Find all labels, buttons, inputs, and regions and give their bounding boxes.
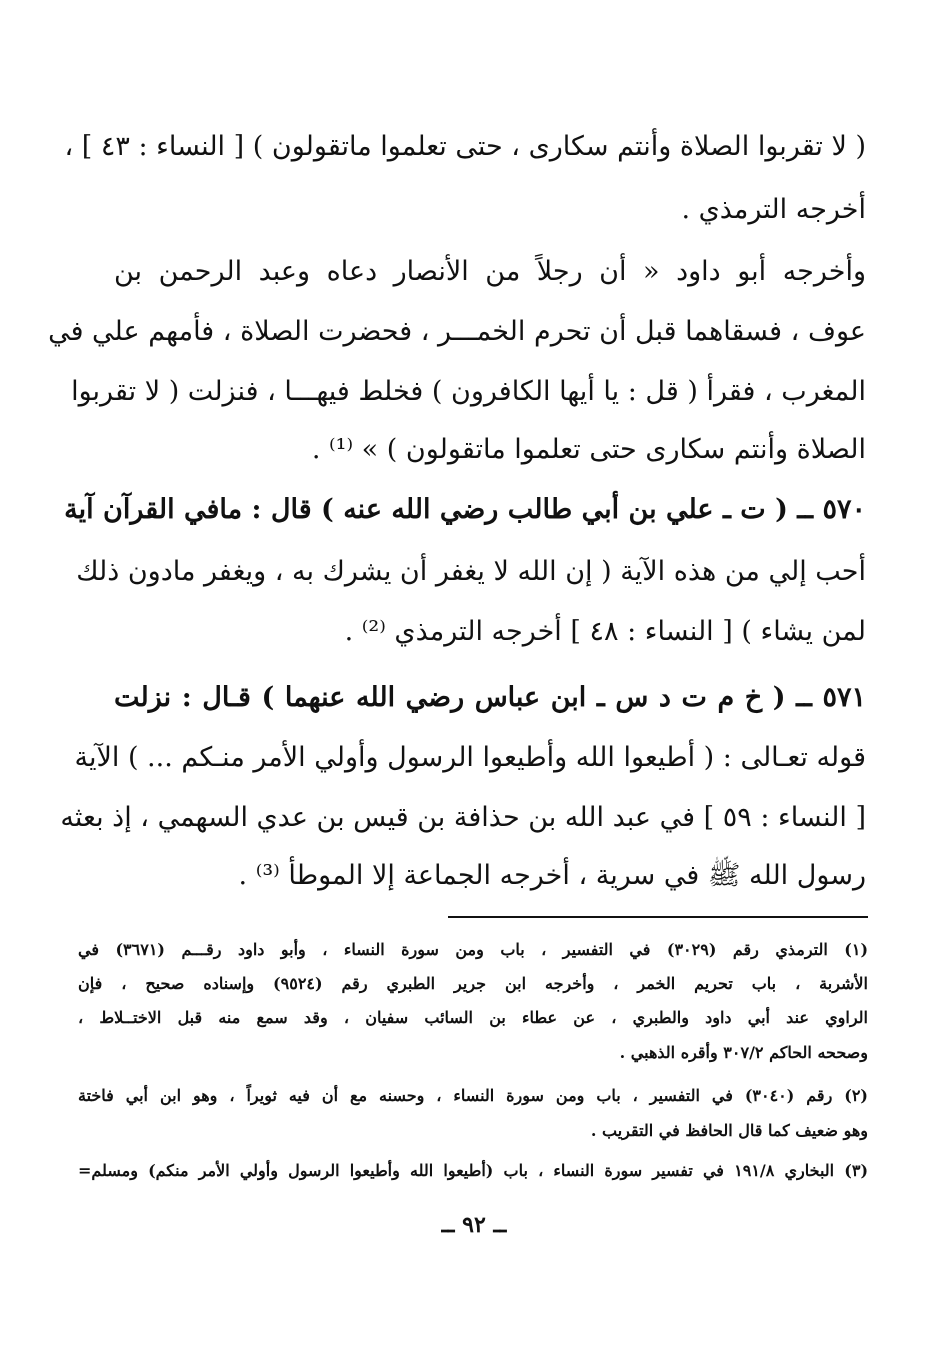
page-number: ــ ٩٢ ــ [441,1212,507,1238]
body-line-12: [ النساء : ٥٩ ] في عبد الله بن حذافة بن قيس بن عدي السهمي ، إذ بعثه [60,802,866,833]
body-line-3: وأخرجه أبو داود « أن رجلاً من الأنصار دعاه وعبد الرحمن بن [114,256,866,287]
footnote-line-1: (١) الترمذي رقم (٣٠٢٩) في التفسير ، باب ومن سورة النساء ، وأبو داود رقـــم (٣٦٧١) في [78,940,869,959]
footnote-line-2: الأشربة ، باب تحريم الخمر ، وأخرجه ابن جرير الطبري رقم (٩٥٢٤) وإسناده صحيح ، فإن [78,974,869,993]
footnote-separator [448,916,868,918]
footnote-line-5: (٢) رقم (٣٠٤٠) في التفسير ، باب ومن سورة النساء ، وحسنه مع أن فيه ثويراً ، وهو ابن أبي فاختة [78,1086,868,1105]
body-line-2: أخرجه الترمذي . [681,194,866,225]
body-line-5: المغرب ، فقرأ ( قل : يا أيها الكافرون ) فخلط فيهـــا ، فنزلت ( لا تقربوا [71,376,866,407]
body-line-1: ( لا تقربوا الصلاة وأنتم سكارى ، حتى تعلموا ماتقولون ) [ النساء : ٤٣ ] ، [64,131,866,162]
footnote-line-7: (٣) البخاري ١٩١/٨ في تفسير سورة النساء ، باب (أطيعوا الله وأطيعوا الرسول وأولي الأمر منكم) ومسلم= [78,1161,869,1180]
body-line-8: أحب إلي من هذه الآية ( إن الله لا يغفر أن يشرك به ، ويغفر مادون ذلك [76,556,866,587]
hadith-570-heading: ٥٧٠ ــ ( ت ـ علي بن أبي طالب رضي الله عنه ) قال : مافي القرآن آية [64,494,866,525]
hadith-571-heading: ٥٧١ ــ ( خ م ت د س ـ ابن عباس رضي الله عنهما ) قـال : نزلت [114,682,866,713]
body-line-6: الصلاة وأنتم سكارى حتى تعلموا ماتقولون ) » ⁽¹⁾ . [311,434,866,465]
body-line-13: رسول الله ﷺ في سرية ، أخرجه الجماعة إلا الموطأ ⁽³⁾ . [238,860,866,891]
footnote-line-3: الراوي عند أبي داود والطبري ، عن عطاء بن السائب سفيان ، وقد سمع منه قبل الاختــلاط ، [78,1008,868,1027]
body-line-9: لمن يشاء ) [ النساء : ٤٨ ] أخرجه الترمذي ⁽²⁾ . [344,616,866,647]
body-line-11: قوله تعـالى : ( أطيعوا الله وأطيعوا الرسول وأولي الأمر منـكم ... ) الآية [74,742,866,773]
footnote-line-4: وصححه الحاكم ٣٠٧/٢ وأقره الذهبي . [619,1043,868,1062]
footnote-line-6: وهو ضعيف كما قال الحافظ في التقريب . [590,1121,868,1140]
body-line-4: عوف ، فسقاهما قبل أن تحرم الخمـــر ، فحضرت الصلاة ، فأمهم علي في [48,316,866,347]
